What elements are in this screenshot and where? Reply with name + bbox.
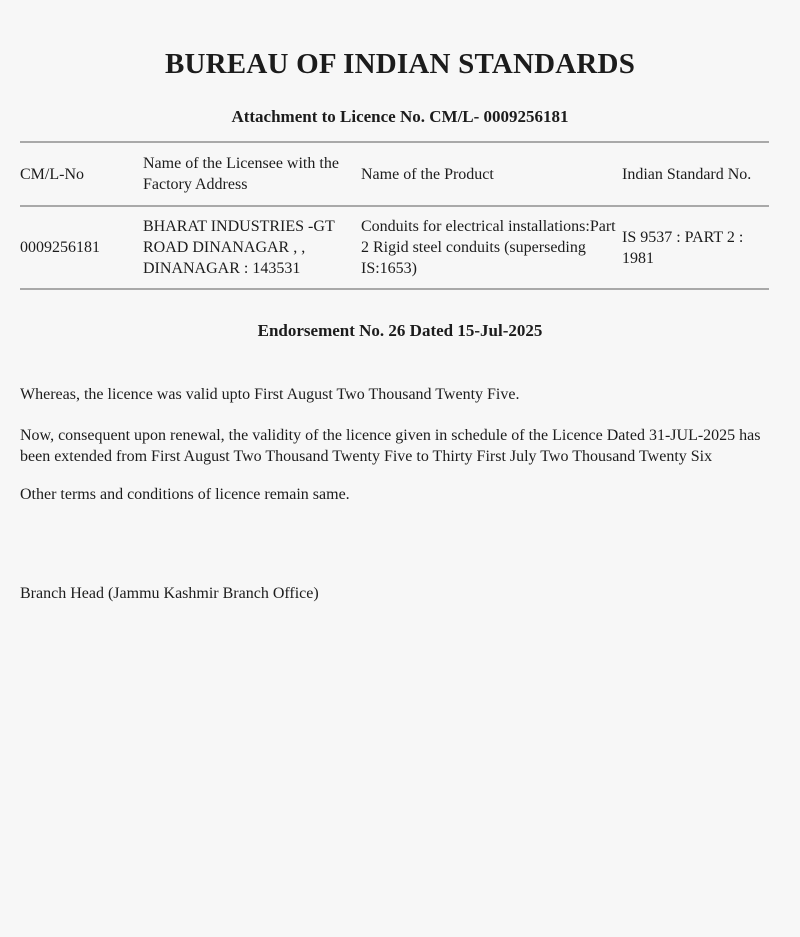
cell-product-name: Conduits for electrical installations:Part 2 Rigid steel conduits (superseding IS:1653) [361, 218, 616, 277]
table-row [20, 206, 769, 289]
document-subtitle: Attachment to Licence No. CM/L- 0009256181 [231, 107, 569, 126]
cell-cml-no: 0009256181 [20, 239, 100, 256]
col-header-indian-standard-no: Indian Standard No. [622, 142, 769, 206]
paragraph-other-terms: Other terms and conditions of licence remain same. [20, 486, 350, 503]
signature-line: Branch Head (Jammu Kashmir Branch Office) [20, 585, 319, 602]
col-header-licensee-address: Name of the Licensee with the Factory Address [143, 142, 361, 206]
paragraph-renewal: Now, consequent upon renewal, the validity of the licence given in schedule of the Licence Dated 31-JUL-2025 has been extended from First August Two Thousand Twenty Five to Thirty First July Two Thousand Twenty Six [20, 427, 761, 465]
paragraph-whereas: Whereas, the licence was valid upto First August Two Thousand Twenty Five. [20, 386, 520, 403]
cell-indian-standard-no: IS 9537 : PART 2 : 1981 [622, 228, 744, 267]
table-header-row [20, 142, 769, 206]
col-header-product-name: Name of the Product [361, 142, 622, 206]
endorsement-heading: Endorsement No. 26 Dated 15-Jul-2025 [257, 321, 543, 340]
licence-table [20, 141, 769, 290]
col-header-cml-no: CM/L-No [20, 142, 143, 206]
cell-licensee-address: BHARAT INDUSTRIES -GT ROAD DINANAGAR , , DINANAGAR : 143531 [143, 218, 335, 277]
document-title: BUREAU OF INDIAN STANDARDS [164, 48, 636, 80]
